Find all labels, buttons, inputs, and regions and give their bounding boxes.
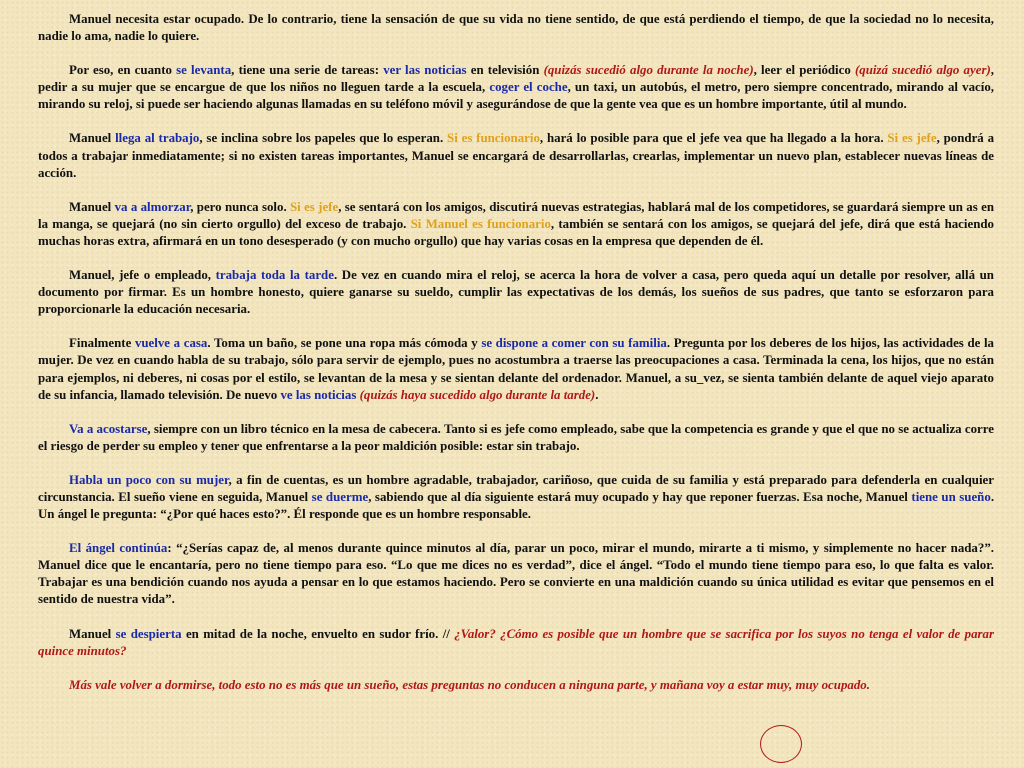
paragraph-5 — [38, 267, 994, 318]
highlight-action: se despierta — [115, 626, 182, 641]
text-run: , pondrá a todos a trabajar inmediatamente; si no existen tareas importantes, Manuel se encargará de desarrollarlas, crearlas, implementar un nuevo plan, establecer nuevas líneas de acción. — [38, 131, 995, 180]
highlight-aside: Más vale volver a dormirse, todo esto no es más que un sueño, estas preguntas no conducen a ninguna parte, y mañana voy a estar muy, muy ocupado. — [69, 677, 870, 692]
text-run: Manuel, jefe o empleado, — [69, 268, 216, 283]
highlight-role: Si es jefe — [290, 199, 339, 214]
text-run: Manuel — [69, 199, 115, 214]
text-run: . Pregunta por los deberes de los hijos, las actividades de la mujer. De vez en cuando habla de su trabajo, sólo para servir de ejemplo, pues no acostumbra a traerse las preocupaciones a casa. Terminada la cena, los hijos, que no están para ejemplos, ni deberes, ni cosas por el estilo, se levantan de la mesa y se sientan delante del ordenador. Manuel, a su_vez, se sienta también delante de aquel viejo aparato de su infancia, llamado televisión. De nuevo — [38, 336, 994, 402]
red-circle-annotation — [760, 725, 802, 763]
highlight-action: El ángel continúa — [69, 541, 168, 556]
document-body — [38, 11, 994, 711]
highlight-action: Habla un poco con su mujer — [69, 472, 229, 487]
highlight-aside: ¿Valor? ¿Cómo es posible que un hombre que se sacrifica por los suyos no tenga el valor de parar quince minutos? — [38, 626, 994, 658]
highlight-action: se duerme — [311, 489, 369, 504]
highlight-aside: (quizás haya sucedido algo durante la tarde) — [359, 387, 596, 402]
highlight-action: coger el coche — [489, 80, 568, 95]
text-run: , tiene una serie de tareas: — [231, 63, 384, 78]
text-run: Manuel — [69, 131, 116, 146]
text-run: . Toma un baño, se pone una ropa más cómoda y — [207, 336, 482, 351]
paragraph-1 — [38, 11, 994, 45]
highlight-action: ve las noticias — [280, 387, 357, 402]
highlight-action: Va a acostarse — [69, 421, 148, 436]
highlight-action: vuelve a casa — [134, 336, 208, 351]
text-run: Manuel — [69, 626, 116, 641]
paragraph-3 — [38, 130, 994, 181]
highlight-aside: (quizás sucedió algo durante la noche) — [543, 63, 754, 78]
highlight-action: llega al trabajo — [115, 131, 200, 146]
text-run: Finalmente — [69, 336, 135, 351]
text-run: , se sentará con los amigos, discutirá nuevas estrategias, hablará mal de los competidores, se guardará siempre un as en la manga, se quejará (no sin cierto orgullo) del exceso de trabajo. — [38, 199, 994, 231]
text-run: . — [595, 387, 599, 402]
highlight-action: tiene un sueño — [911, 489, 991, 504]
paragraph-7 — [38, 421, 994, 455]
text-run: , a fin de cuentas, es un hombre agradable, trabajador, cariñoso, que cuida de su familia y está preparado para defenderla en cualquier circunstancia. El sueño viene en seguida, Manuel — [38, 472, 994, 504]
text-run: , pero nunca solo. — [190, 199, 290, 214]
text-run: Manuel necesita estar ocupado. De lo contrario, tiene la sensación de que su vida no tiene sentido, de que está perdiendo el tiempo, de que la sociedad no lo necesita, nadie lo ama, nadie lo quiere. — [38, 12, 994, 44]
highlight-action: se levanta — [176, 63, 232, 78]
highlight-action: va a almorzar — [114, 199, 191, 214]
highlight-action: se dispone a comer con su familia — [481, 336, 667, 351]
text-run: , también se sentará con los amigos, se quejará del jefe, dirá que está haciendo muchas horas extra, afirmará en un tono desesperado (y con mucho orgullo) que hay varias cosas en la empresa que dependen de él. — [38, 216, 994, 248]
paragraph-4 — [38, 199, 994, 250]
paragraph-9 — [38, 540, 994, 608]
highlight-aside: (quizá sucedió algo ayer) — [855, 63, 991, 78]
highlight-role: Si es funcionario — [447, 131, 540, 146]
text-run: en mitad de la noche, envuelto en sudor frío. // — [181, 626, 455, 641]
text-run: , sabiendo que al día siguiente estará muy ocupado y hay que reponer fuerzas. Esa noche, Manuel — [368, 489, 912, 504]
text-run: , leer el periódico — [753, 63, 855, 78]
paragraph-11 — [38, 677, 994, 694]
highlight-action: trabaja toda la tarde — [215, 268, 334, 283]
paragraph-8 — [38, 472, 994, 523]
text-run: , siempre con un libro técnico en la mesa de cabecera. Tanto si es jefe como empleado, sabe que la competencia es grande y que el que no se actualiza corre el riesgo de perder su empleo y tener que enfrentarse a la peor maldición posible: estar sin trabajo. — [38, 421, 994, 453]
text-run: . Un ángel le pregunta: “¿Por qué haces esto?”. Él responde que es un hombre responsable. — [38, 489, 995, 522]
highlight-role: Si es jefe — [887, 131, 937, 146]
text-run: , se inclina sobre los papeles que lo esperan. — [199, 131, 448, 146]
paragraph-6 — [38, 335, 994, 403]
highlight-role: Si Manuel es funcionario — [410, 216, 551, 231]
paragraph-10 — [38, 626, 994, 660]
text-run: : “¿Serías capaz de, al menos durante quince minutos al día, parar un poco, mirar el mundo, mirarte a ti mismo, y simplemente no hacer nada?”. Manuel dice que le encantaría, pero no tiene tiempo para eso. “Lo que me dices no es verdad”, dice el ángel. “Todo el mundo tiene tiempo para eso, lo que falta es valor. Trabajar es una bendición cuando nos ayuda a pensar en lo que estamos haciendo. Pero se convierte en una maldición cuando su única utilidad es evitar que pensemos en el sentido de nuestra vida”. — [38, 541, 994, 607]
text-run: , un taxi, un autobús, el metro, pero siempre concentrado, mirando al vacío, mirando su reloj, si puede ser haciendo algunas llamadas en su teléfono móvil y asegurándose de que la gente vea que es un hombre importante, útil al mundo. — [38, 80, 994, 112]
text-run: , hará lo posible para que el jefe vea que ha llegado a la hora. — [539, 131, 888, 146]
highlight-action: ver las noticias — [383, 63, 467, 78]
paragraph-2 — [38, 62, 994, 113]
text-run: , pedir a su mujer que se encargue de que los niños no lleguen tarde a la escuela, — [38, 63, 994, 95]
text-run: Por eso, en cuanto — [69, 63, 177, 78]
text-run: en televisión — [466, 63, 544, 78]
text-run: . De vez en cuando mira el reloj, se acerca la hora de volver a casa, pero queda aquí un detalle por resolver, allá un documento por firmar. Es un hombre honesto, quiere ganarse su sueldo, cumplir las expectativas de los demás, los sueños de sus padres, que tanto se esforzaron para proporcionarle la educación necesaria. — [38, 268, 994, 317]
